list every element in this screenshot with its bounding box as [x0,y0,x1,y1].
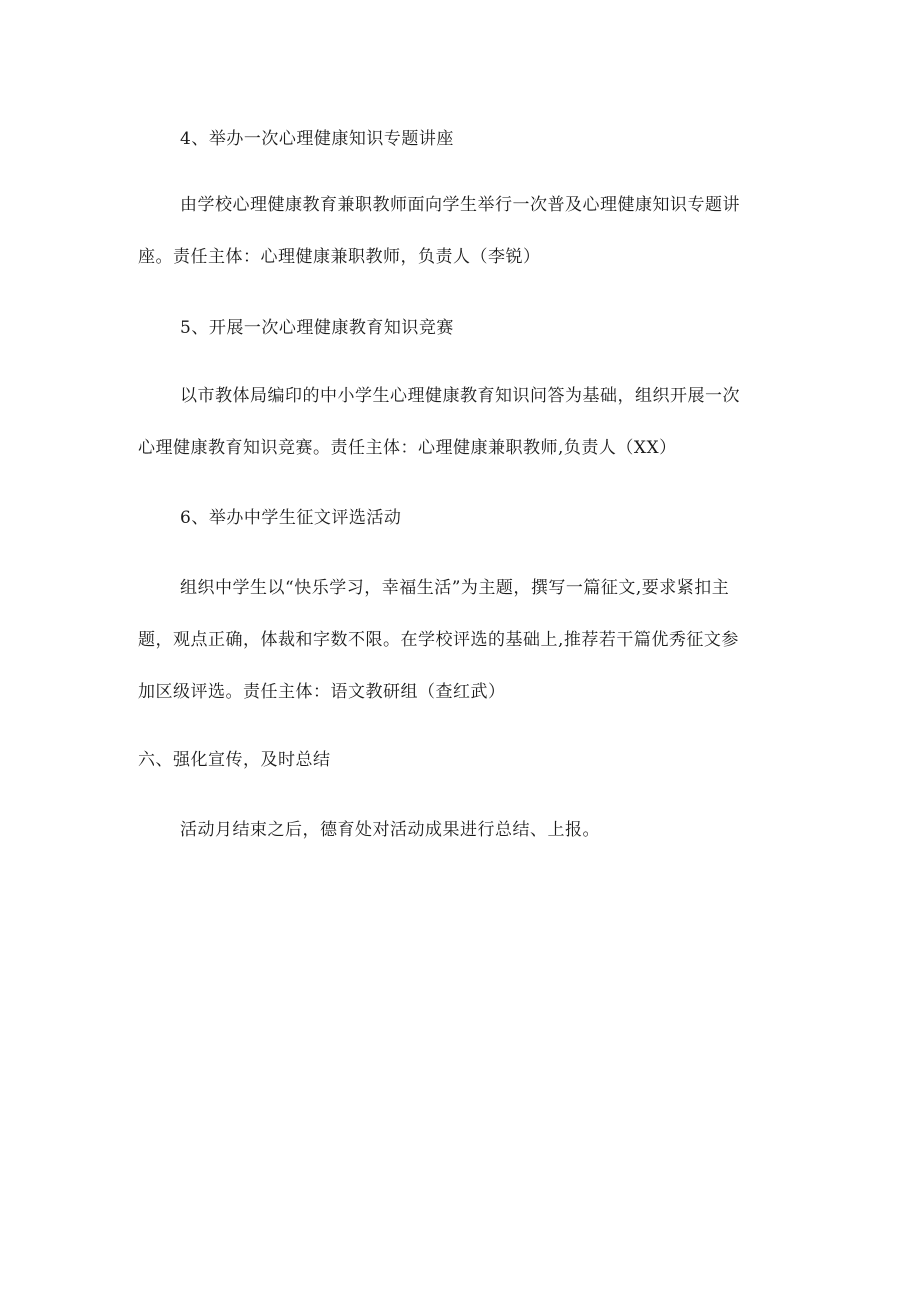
section-4-paragraph-line-2: 座。责任主体：心理健康兼职教师，负责人（李锐） [138,247,541,267]
section-6-paragraph-line-2: 题，观点正确，体裁和字数不限。在学校评选的基础上,推荐若干篇优秀征文参 [138,630,739,650]
section-6-heading: 6、举办中学生征文评选活动 [180,508,402,528]
chapter-paragraph-line-1: 活动月结束之后，德育处对活动成果进行总结、上报。 [180,820,600,840]
chapter-heading: 六、强化宣传，及时总结 [138,750,331,770]
section-6-paragraph-line-3: 加区级评选。责任主体：语文教研组（查红武） [138,682,506,702]
section-5-paragraph-line-2: 心理健康教育知识竞赛。责任主体：心理健康兼职教师,负责人（XX） [138,438,677,458]
section-5-heading: 5、开展一次心理健康教育知识竞赛 [180,318,454,338]
section-6-paragraph-line-1: 组织中学生以“快乐学习，幸福生活”为主题，撰写一篇征文,要求紧扣主 [180,578,730,598]
section-4-heading: 4、举办一次心理健康知识专题讲座 [180,129,454,149]
section-5-paragraph-line-1: 以市教体局编印的中小学生心理健康教育知识问答为基础，组织开展一次 [180,386,740,406]
section-4-paragraph-line-1: 由学校心理健康教育兼职教师面向学生举行一次普及心理健康知识专题讲 [180,195,740,215]
